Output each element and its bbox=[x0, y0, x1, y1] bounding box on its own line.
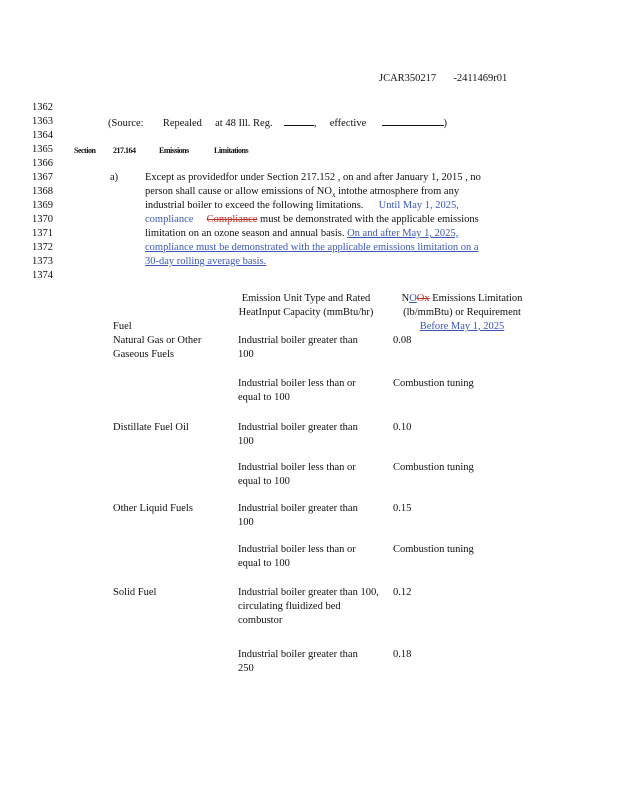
table-cell-limit: 0.08 bbox=[393, 335, 412, 346]
table-cell-unit: Industrial boiler greater than 100, circulating fluidized bed combustor bbox=[238, 587, 379, 626]
table-cell-fuel: Distillate Fuel Oil bbox=[113, 422, 189, 433]
table-cell-limit: 0.12 bbox=[393, 587, 412, 598]
table-header-nox-limit: NOOx Emissions Limitation (lb/mmBtu) or Requirement Before May 1, 2025 bbox=[401, 293, 523, 332]
table-header-emission-unit: Emission Unit Type and Rated HeatInput Capacity (mmBtu/hr) bbox=[238, 293, 374, 318]
line-number: 1372 bbox=[32, 242, 53, 253]
table-cell-unit: Industrial boiler less than or equal to 100 bbox=[238, 462, 356, 487]
line-number: 1363 bbox=[32, 116, 53, 127]
line-number: 1368 bbox=[32, 186, 53, 197]
table-cell-limit: 0.10 bbox=[393, 422, 412, 433]
paragraph-line bbox=[145, 255, 266, 268]
line-number: 1373 bbox=[32, 256, 53, 267]
paragraph-line bbox=[145, 241, 479, 254]
line-number: 1365 bbox=[32, 144, 53, 155]
table-cell-fuel: Natural Gas or Other Gaseous Fuels bbox=[113, 335, 202, 360]
line-number: 1370 bbox=[32, 214, 53, 225]
table-cell-unit: Industrial boiler greater than 100 bbox=[238, 335, 358, 360]
table-cell-limit: Combustion tuning bbox=[393, 462, 474, 473]
deleted-text: Compliance bbox=[206, 214, 258, 225]
table-cell-limit: 0.18 bbox=[393, 649, 412, 660]
source-repealed: Repealed bbox=[162, 118, 202, 129]
table-cell-fuel: Solid Fuel bbox=[113, 587, 157, 598]
line-number: 1367 bbox=[32, 172, 53, 183]
inserted-text: 30-day rolling average basis. bbox=[145, 256, 267, 267]
table-cell-limit: Combustion tuning bbox=[393, 544, 474, 555]
inserted-text: compliance bbox=[145, 214, 194, 225]
line-number: 1362 bbox=[32, 102, 53, 113]
table-header-fuel: Fuel bbox=[113, 321, 132, 332]
table-cell-limit: Combustion tuning bbox=[393, 378, 474, 389]
paragraph-marker: a) bbox=[110, 172, 119, 183]
source-label: (Source: bbox=[108, 118, 144, 129]
section-heading bbox=[74, 144, 95, 157]
paragraph-line: Except as providedfor under Section 217.152 , on and after January 1, 2015 , no bbox=[145, 172, 481, 183]
subscript-x: x bbox=[331, 191, 336, 200]
paragraph-line: industrial boiler to exceed the following limitations. Until May 1, 2025, bbox=[145, 200, 459, 211]
table-cell-unit: Industrial boiler less than or equal to 100 bbox=[238, 544, 356, 569]
section-number: 217.164 bbox=[113, 146, 136, 155]
section-label: Section bbox=[74, 146, 96, 155]
document-number: -2411469r01 bbox=[453, 73, 508, 84]
inserted-text: Before May 1, 2025 bbox=[419, 321, 505, 332]
blank-line bbox=[382, 115, 444, 126]
section-title-word: Limitations bbox=[214, 146, 249, 155]
line-number: 1369 bbox=[32, 200, 53, 211]
paragraph-line: compliance Compliance must be demonstrated with the applicable emissions bbox=[145, 214, 479, 225]
section-title-word: Emissions bbox=[159, 146, 189, 155]
table-cell-limit: 0.15 bbox=[393, 503, 412, 514]
table-cell-unit: Industrial boiler less than or equal to 100 bbox=[238, 378, 356, 403]
deleted-text: Ox bbox=[416, 293, 430, 304]
source-register: at 48 Ill. Reg. bbox=[215, 118, 273, 129]
table-cell-fuel: Other Liquid Fuels bbox=[113, 503, 193, 514]
source-close: ) bbox=[443, 118, 447, 129]
inserted-text: compliance must be demonstrated with the applicable emissions limitation on a bbox=[145, 242, 479, 253]
blank-line bbox=[284, 115, 314, 126]
line-number: 1374 bbox=[32, 270, 53, 281]
source-effective: effective bbox=[329, 118, 367, 129]
table-cell-unit: Industrial boiler greater than 100 bbox=[238, 422, 358, 447]
paragraph-line: person shall cause or allow emissions of $NO_x$ intothe atmosphere from any bbox=[145, 186, 460, 200]
document-header bbox=[379, 72, 507, 85]
inserted-text: On and after May 1, 2025, bbox=[347, 228, 459, 239]
table-cell-unit: Industrial boiler greater than 250 bbox=[238, 649, 358, 674]
source-note bbox=[108, 115, 447, 130]
inserted-text: O bbox=[409, 293, 417, 304]
table-cell-unit: Industrial boiler greater than 100 bbox=[238, 503, 358, 528]
line-number: 1366 bbox=[32, 158, 53, 169]
source-comma: , bbox=[313, 118, 317, 129]
document-id: JCAR350217 bbox=[379, 73, 437, 84]
line-number: 1364 bbox=[32, 130, 53, 141]
line-number: 1371 bbox=[32, 228, 53, 239]
inserted-text: Until May 1, 2025, bbox=[378, 200, 459, 211]
paragraph-line: limitation on an ozone season and annual basis. On and after May 1, 2025, bbox=[145, 228, 459, 239]
